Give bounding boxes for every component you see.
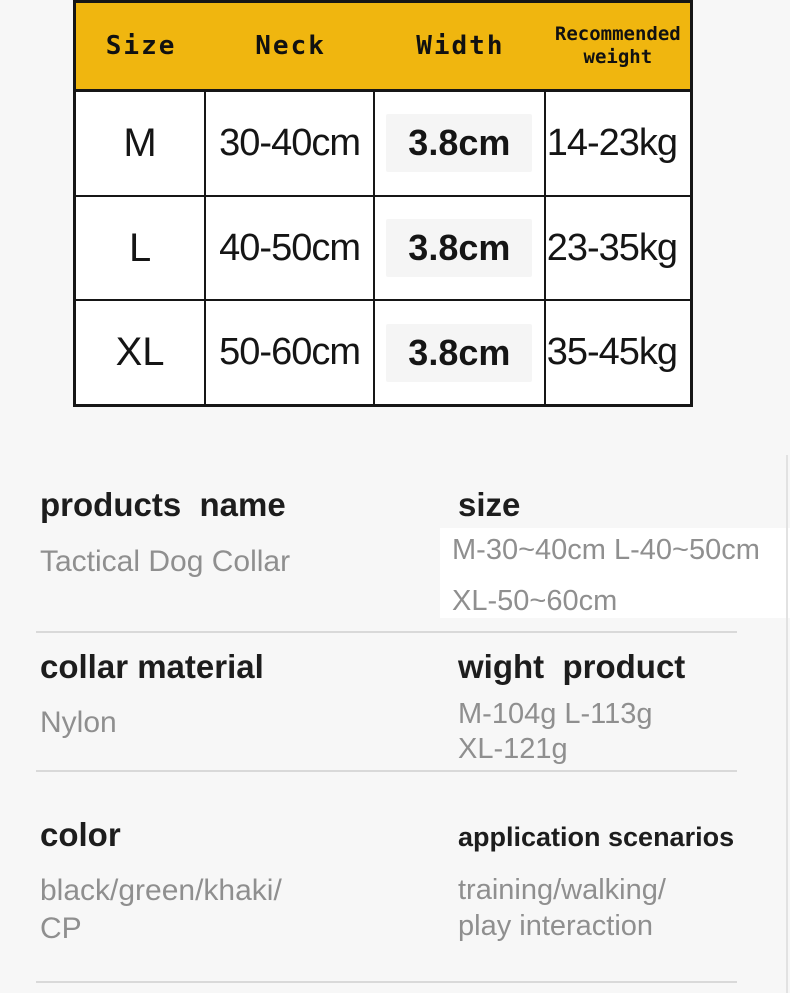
weight-product-value-line2: XL-121g: [458, 733, 568, 765]
application-scenarios-value-line1: training/walking/: [458, 874, 666, 906]
cell-width: [375, 301, 546, 404]
cell-size: XL: [76, 301, 206, 404]
table-row: [76, 92, 690, 197]
size-value-line1: M-30~40cm L-40~50cm: [452, 534, 760, 566]
collar-material-value: Nylon: [40, 706, 117, 739]
table-row: [76, 301, 690, 404]
column-header-size-label: Size: [105, 31, 177, 61]
cell-weight: 14-23kg: [546, 121, 678, 164]
cell-width-value: 3.8cm: [386, 324, 532, 382]
products-name-value: Tactical Dog Collar: [40, 545, 291, 578]
products-name-label: products name: [40, 486, 286, 523]
cell-weight: 35-45kg: [546, 331, 678, 374]
size-chart-header-row: [76, 3, 690, 92]
cell-width: [375, 92, 546, 195]
section-divider: [36, 770, 737, 772]
page-right-edge-line: [786, 455, 788, 993]
column-header-recommended-weight-line1: Recommended: [554, 23, 681, 46]
color-value-line1: black/green/khaki/: [40, 874, 282, 907]
cell-size: M: [76, 92, 206, 195]
application-scenarios-label: application scenarios: [458, 822, 735, 852]
application-scenarios-value-line2: play interaction: [458, 910, 654, 942]
size-value-line2: XL-50~60cm: [452, 585, 618, 617]
cell-neck: 50-60cm: [206, 301, 375, 404]
size-chart-table: [73, 0, 693, 407]
cell-weight: 23-35kg: [546, 226, 678, 269]
column-header-width: [375, 31, 546, 61]
cell-size: L: [76, 197, 206, 300]
column-header-width-label: Width: [416, 31, 505, 61]
section-divider: [36, 981, 737, 983]
column-header-recommended-weight: [546, 23, 690, 69]
cell-width-value: 3.8cm: [386, 219, 532, 277]
section-divider: [36, 631, 737, 633]
cell-neck: 30-40cm: [206, 92, 375, 195]
table-row: [76, 197, 690, 302]
cell-neck: 40-50cm: [206, 197, 375, 300]
weight-product-label: wight product: [458, 648, 686, 685]
color-value-line2: CP: [40, 912, 82, 945]
color-label: color: [40, 816, 121, 853]
weight-product-value-line1: M-104g L-113g: [458, 698, 653, 730]
collar-material-label: collar material: [40, 648, 264, 685]
column-header-size: [76, 31, 206, 61]
size-label: size: [458, 486, 521, 523]
column-header-recommended-weight-line2: weight: [583, 46, 653, 68]
column-header-neck: [206, 31, 375, 61]
cell-width: [375, 197, 546, 300]
cell-width-value: 3.8cm: [386, 114, 532, 172]
column-header-neck-label: Neck: [255, 31, 326, 61]
